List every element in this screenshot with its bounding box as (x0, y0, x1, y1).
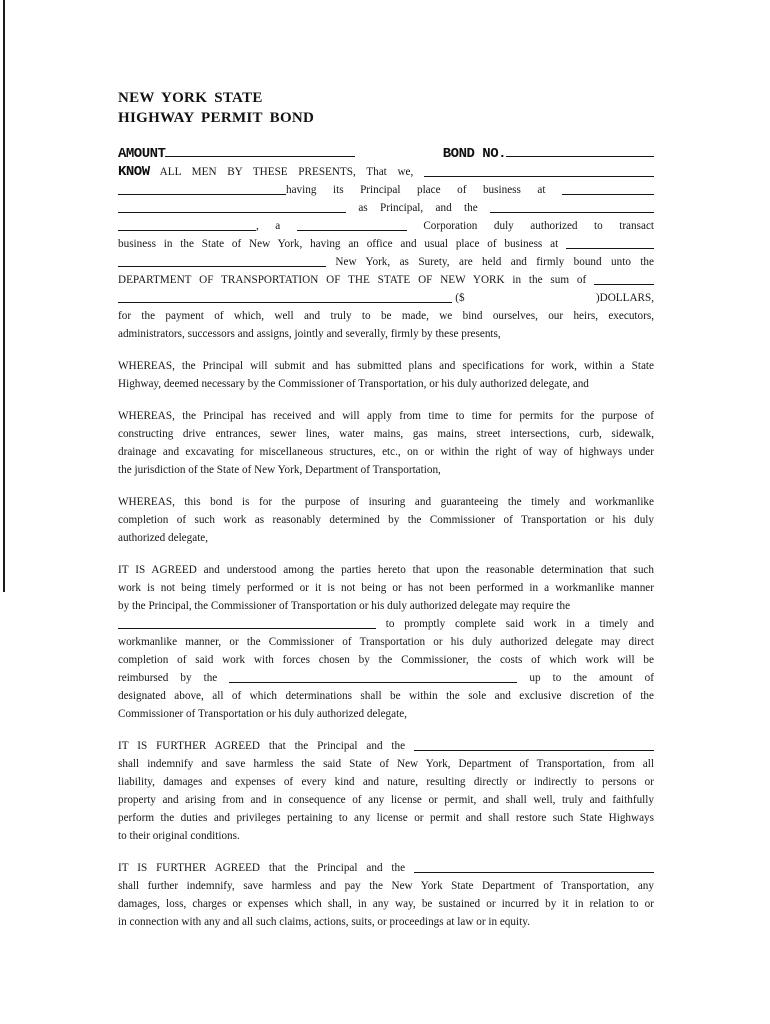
text-line (118, 325, 654, 343)
surety-name-field (414, 750, 654, 751)
text-line (118, 633, 654, 651)
bond-no-label: BOND NO. (442, 146, 506, 162)
text-run: to their original conditions. (118, 830, 240, 842)
text-run: up to the amount of (529, 672, 654, 684)
text-run: as Principal, and the (358, 202, 478, 214)
know-label: KNOW (118, 164, 150, 180)
text-run: , a (256, 220, 281, 232)
text-run: ALL MEN BY THESE PRESENTS, That we, (159, 166, 414, 178)
text-run: reimbursed by the (118, 672, 218, 684)
text-run: )DOLLARS, (595, 292, 655, 304)
text-line (118, 773, 654, 791)
text-line (118, 217, 654, 235)
text-line (118, 493, 654, 511)
text-run: Corporation duly authorized to transact (423, 220, 655, 232)
text-run: administrators, successors and assigns, jointly and severally, firmly by these presents, (118, 328, 501, 340)
text-run: for the payment of which, well and truly to be made, we bind ourselves, our heirs, executors, (118, 310, 654, 322)
amount-field (165, 156, 355, 157)
text-line (118, 357, 654, 375)
text-line (118, 307, 654, 325)
text-line (118, 705, 654, 723)
text-line (118, 597, 654, 615)
text-line (118, 253, 654, 271)
text-line (118, 877, 654, 895)
text-line (118, 235, 654, 253)
text-run: IT IS FURTHER AGREED that the Principal and the (118, 740, 406, 752)
text-run: DEPARTMENT OF TRANSPORTATION OF THE STATE OF NEW YORK in the sum of (118, 274, 587, 286)
text-run: shall further indemnify, save harmless and pay the New York State Department of Transportation, any (118, 880, 654, 892)
bond-no-field (506, 156, 654, 157)
text-run: IT IS AGREED and understood among the parties hereto that upon the reasonable determination that such (118, 564, 654, 576)
text-line (118, 407, 654, 425)
text-run: the jurisdiction of the State of New York, Department of Transportation, (118, 464, 441, 476)
amount-label: AMOUNT (118, 146, 166, 162)
text-run: damages, loss, charges or expenses which shall, in any way, be sustained or incurred by it in relation to or (118, 898, 654, 910)
text-line (118, 859, 654, 877)
surety-name-field (414, 872, 654, 873)
text-run: constructing drive entrances, sewer lines, water mains, gas mains, street intersections, curb, sidewalk, (118, 428, 654, 440)
blank-field (229, 682, 517, 683)
text-line (118, 755, 654, 773)
scan-edge-line (3, 0, 5, 592)
dollars-line (118, 289, 654, 307)
text-line (118, 425, 654, 443)
blank-field (118, 212, 346, 213)
text-line (118, 271, 654, 289)
amount-bondno-row (118, 145, 654, 163)
text-run: IT IS FURTHER AGREED that the Principal and the (118, 862, 406, 874)
text-run: shall indemnify and save harmless the said State of New York, Department of Transportation, from all (118, 758, 654, 770)
text-run: work is not being timely performed or it is not being or has not been performed in a workmanlike manner (118, 582, 654, 594)
text-run: by the Principal, the Commissioner of Transportation or his duly authorized delegate may require the (118, 600, 571, 612)
text-line (118, 529, 654, 547)
text-line (118, 791, 654, 809)
text-run: ($ (455, 292, 465, 304)
text-run: business in the State of New York, having an office and usual place of business at (118, 238, 559, 250)
text-line (118, 461, 654, 479)
text-line (118, 615, 654, 633)
text-line (118, 651, 654, 669)
blank-field (118, 194, 286, 195)
blank-field (118, 230, 256, 231)
text-run: perform the duties and privileges pertaining to any license or permit and shall restore such State Highways (118, 812, 654, 824)
text-line (118, 181, 654, 199)
text-run: WHEREAS, this bond is for the purpose of insuring and guaranteeing the timely and workmanlike (118, 496, 654, 508)
text-line (118, 895, 654, 913)
sum-written-field (118, 302, 452, 303)
text-run: WHEREAS, the Principal has received and will apply from time to time for permits for the purpose of (118, 410, 654, 422)
blank-field (566, 248, 654, 249)
text-run: having its Principal place of business at (286, 184, 546, 196)
text-line (118, 199, 654, 217)
text-run: New York, as Surety, are held and firmly bound unto the (335, 256, 654, 268)
text-run: completion of such work as reasonably determined by the Commissioner of Transportation or his duly (118, 514, 654, 526)
text-line (118, 913, 654, 931)
text-line (118, 579, 654, 597)
form-content (118, 88, 654, 931)
blank-field (297, 230, 407, 231)
text-line (118, 443, 654, 461)
text-run: workmanlike manner, or the Commissioner of Transportation or his duly authorized delegate may direct (118, 636, 654, 648)
text-run: Commissioner of Transportation or his duly authorized delegate, (118, 708, 407, 720)
principal-name-field (424, 176, 654, 177)
text-line (118, 511, 654, 529)
text-run: to promptly complete said work in a timely and (385, 618, 654, 630)
text-run: completion of said work with forces chosen by the Commissioner, the costs of which work will be (118, 654, 654, 666)
text-run: property and arising from and in consequence of any license or permit, and shall well, truly and faithfully (118, 794, 654, 806)
document-body (118, 145, 654, 931)
text-line (118, 827, 654, 845)
text-run: drainage and excavating for miscellaneous structures, etc., on or within the right of way of highways under (118, 446, 654, 458)
text-line (118, 809, 654, 827)
text-line (118, 561, 654, 579)
text-line (118, 687, 654, 705)
blank-field (490, 212, 654, 213)
text-run: designated above, all of which determinations shall be within the sole and exclusive discretion of the (118, 690, 654, 702)
blank-field (118, 628, 376, 629)
text-run: Highway, deemed necessary by the Commissioner of Transportation, or his duly authorized delegate, and (118, 378, 589, 390)
text-line (118, 375, 654, 393)
text-run: in connection with any and all such claims, actions, suits, or proceedings at law or in equity. (118, 916, 530, 928)
title-line-2: HIGHWAY PERMIT BOND (118, 110, 315, 126)
blank-field (118, 266, 326, 267)
text-run: WHEREAS, the Principal will submit and has submitted plans and specifications for work, within a State (118, 360, 654, 372)
text-line (118, 737, 654, 755)
title-line-1: NEW YORK STATE (118, 90, 263, 106)
text-line (118, 669, 654, 687)
page-title (118, 88, 654, 128)
know-line (118, 163, 654, 181)
blank-field (594, 284, 654, 285)
text-run: liability, damages and expenses of every kind and nature, resulting directly or indirectly to persons or (118, 776, 654, 788)
text-run: authorized delegate, (118, 532, 209, 544)
blank-field (562, 194, 654, 195)
